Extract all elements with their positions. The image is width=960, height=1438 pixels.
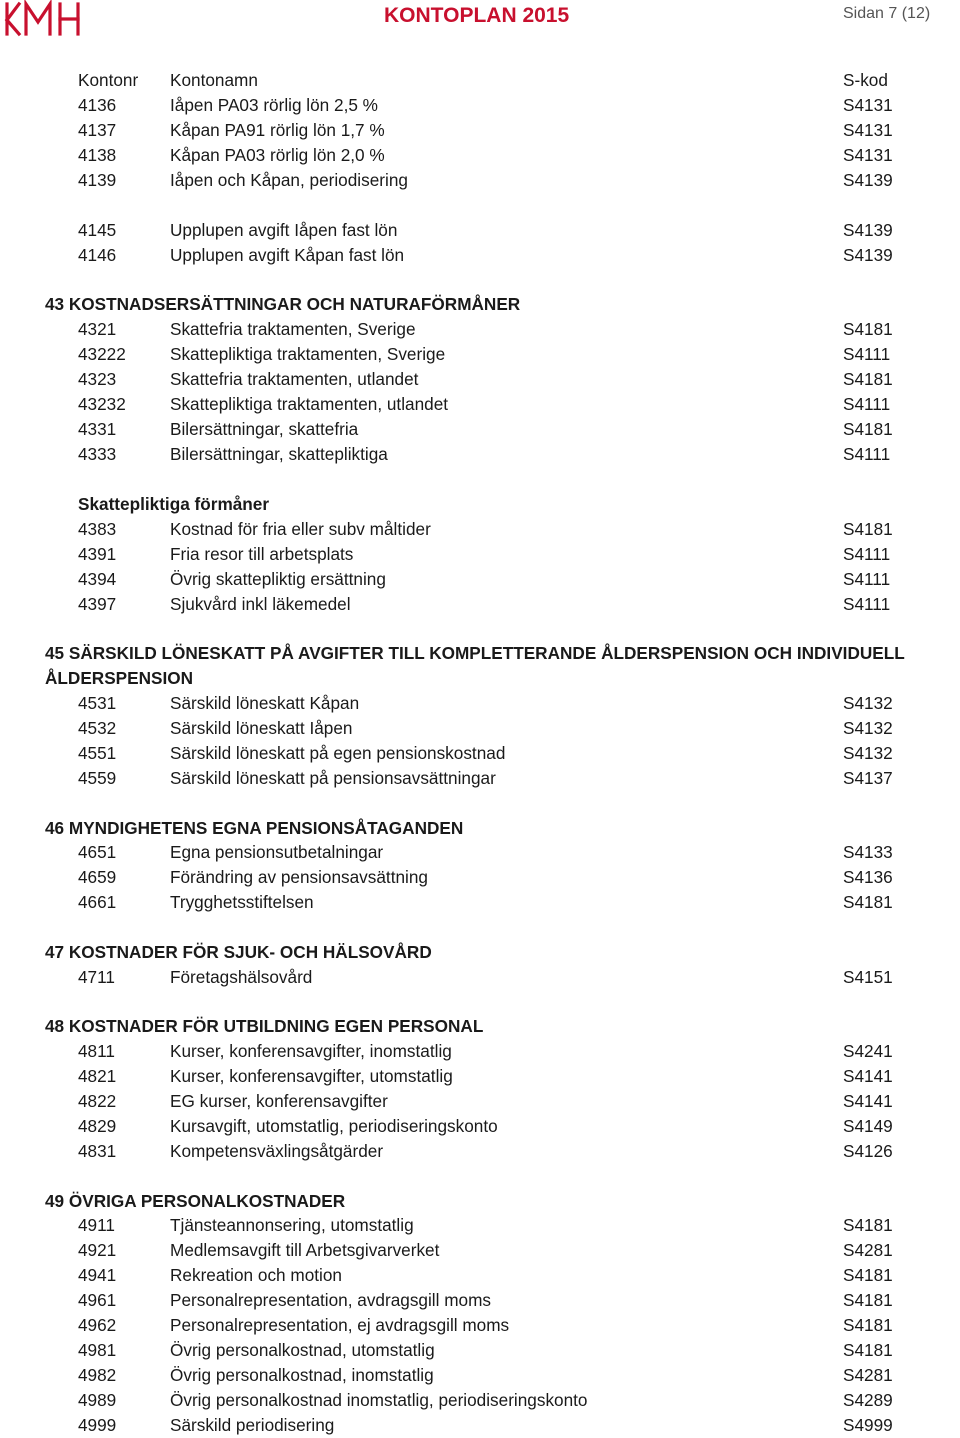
s-code: S4111 (843, 444, 891, 464)
account-name: Personalrepresentation, ej avdragsgill moms (170, 1315, 510, 1335)
table-row (0, 218, 960, 243)
s-code: S4181 (843, 519, 893, 539)
account-name: Övrig personalkostnad, inomstatlig (170, 1365, 434, 1385)
account-number: 43232 (78, 394, 126, 414)
account-number: 4531 (78, 693, 117, 713)
account-name: Kursavgift, utomstatlig, periodiseringskonto (170, 1116, 498, 1136)
s-code: S4181 (843, 892, 893, 912)
section-heading-47: 47 KOSTNADER FÖR SJUK- OCH HÄLSOVÅRD (45, 942, 432, 962)
account-number: 4962 (78, 1315, 117, 1335)
table-row (0, 517, 960, 542)
account-number: 4822 (78, 1091, 117, 1111)
account-name: Rekreation och motion (170, 1265, 342, 1285)
table-row (0, 691, 960, 716)
table-row (0, 118, 960, 143)
account-number: 4138 (78, 145, 117, 165)
account-name: Personalrepresentation, avdragsgill moms (170, 1290, 491, 1310)
account-name: Fria resor till arbetsplats (170, 544, 354, 564)
s-code: S4132 (843, 718, 893, 738)
table-row (0, 1139, 960, 1164)
section-heading-48: 48 KOSTNADER FÖR UTBILDNING EGEN PERSONAL (45, 1016, 484, 1036)
account-name: Skattefria traktamenten, utlandet (170, 369, 419, 389)
s-code: S4111 (843, 594, 891, 614)
account-name: Upplupen avgift Iåpen fast lön (170, 220, 398, 240)
table-row (0, 93, 960, 118)
table-row (0, 168, 960, 193)
s-code: S4126 (843, 1141, 893, 1161)
table-row (0, 1213, 960, 1238)
account-number: 4394 (78, 569, 117, 589)
account-name: Företagshälsovård (170, 967, 313, 987)
table-row (0, 143, 960, 168)
s-code: S4999 (843, 1415, 893, 1435)
page-number: Sidan 7 (12) (843, 5, 931, 22)
account-name: EG kurser, konferensavgifter (170, 1091, 388, 1111)
account-name: Iåpen och Kåpan, periodisering (170, 170, 408, 190)
s-code: S4139 (843, 170, 893, 190)
s-code: S4181 (843, 419, 893, 439)
account-number: 4989 (78, 1390, 117, 1410)
account-name: Särskild löneskatt Iåpen (170, 718, 353, 738)
account-name: Särskild löneskatt på pensionsavsättningar (170, 768, 496, 788)
account-number: 4145 (78, 220, 117, 240)
s-code: S4132 (843, 693, 893, 713)
account-number: 4661 (78, 892, 117, 912)
account-name: Skattepliktiga traktamenten, Sverige (170, 344, 446, 364)
section-heading-49: 49 ÖVRIGA PERSONALKOSTNADER (45, 1191, 346, 1211)
account-number: 4559 (78, 768, 117, 788)
account-number: 4982 (78, 1365, 117, 1385)
s-code: S4137 (843, 768, 893, 788)
account-number: 4137 (78, 120, 117, 140)
table-row (0, 542, 960, 567)
kmh-logo (2, 0, 94, 40)
account-name: Sjukvård inkl läkemedel (170, 594, 351, 614)
table-row (0, 1338, 960, 1363)
column-header-kontonr: Kontonr (78, 70, 139, 90)
column-header-kontonamn: Kontonamn (170, 70, 258, 90)
section-heading-43: 43 KOSTNADSERSÄTTNINGAR OCH NATURAFÖRMÅNER (45, 294, 521, 314)
s-code: S4151 (843, 967, 893, 987)
account-name: Iåpen PA03 rörlig lön 2,5 % (170, 95, 378, 115)
account-number: 4829 (78, 1116, 117, 1136)
account-name: Övrig personalkostnad, utomstatlig (170, 1340, 435, 1360)
s-code: S4139 (843, 220, 893, 240)
table-row (0, 392, 960, 417)
document-title: KONTOPLAN 2015 (384, 4, 570, 27)
table-row (0, 1363, 960, 1388)
account-name: Kåpan PA03 rörlig lön 2,0 % (170, 145, 385, 165)
account-number: 4821 (78, 1066, 117, 1086)
account-number: 4331 (78, 419, 117, 439)
account-number: 4711 (78, 967, 115, 987)
s-code: S4133 (843, 842, 893, 862)
s-code: S4181 (843, 1340, 893, 1360)
table-row (0, 342, 960, 367)
account-name: Tjänsteannonsering, utomstatlig (170, 1215, 414, 1235)
table-row (0, 1263, 960, 1288)
account-name: Bilersättningar, skattefria (170, 419, 359, 439)
section-heading-45: 45 SÄRSKILD LÖNESKATT PÅ AVGIFTER TILL KOMPLETTERANDE ÅLDERSPENSION OCH INDIVIDUELL ÅLDERSPENSION (45, 643, 905, 688)
s-code: S4111 (843, 394, 891, 414)
account-number: 4146 (78, 245, 117, 265)
account-number: 4911 (78, 1215, 115, 1235)
table-row (0, 1313, 960, 1338)
table-row (0, 1114, 960, 1139)
account-number: 4659 (78, 867, 117, 887)
table-row (0, 1288, 960, 1313)
s-code: S4132 (843, 743, 893, 763)
account-name: Kurser, konferensavgifter, inomstatlig (170, 1041, 452, 1061)
s-code: S4281 (843, 1365, 893, 1385)
account-name: Särskild löneskatt på egen pensionskostnad (170, 743, 506, 763)
table-row (0, 890, 960, 915)
subsection-heading: Skattepliktiga förmåner (78, 494, 270, 514)
account-number: 4981 (78, 1340, 117, 1360)
account-name: Särskild periodisering (170, 1415, 335, 1435)
table-row (0, 317, 960, 342)
table-row (0, 417, 960, 442)
s-code: S4289 (843, 1390, 893, 1410)
account-number: 4941 (78, 1265, 117, 1285)
account-name: Trygghetsstiftelsen (170, 892, 314, 912)
s-code: S4111 (843, 344, 891, 364)
account-number: 4139 (78, 170, 117, 190)
table-row (0, 716, 960, 741)
s-code: S4139 (843, 245, 893, 265)
account-number: 4551 (78, 743, 117, 763)
s-code: S4149 (843, 1116, 893, 1136)
account-number: 4383 (78, 519, 117, 539)
account-name: Övrig skattepliktig ersättning (170, 569, 386, 589)
account-name: Bilersättningar, skattepliktiga (170, 444, 388, 464)
s-code: S4136 (843, 867, 893, 887)
table-row (0, 442, 960, 467)
s-code: S4181 (843, 1265, 893, 1285)
table-row (0, 766, 960, 791)
section-heading-46: 46 MYNDIGHETENS EGNA PENSIONSÅTAGANDEN (45, 818, 464, 838)
table-row (0, 567, 960, 592)
account-number: 4391 (78, 544, 117, 564)
s-code: S4181 (843, 319, 893, 339)
account-number: 4999 (78, 1415, 117, 1435)
table-row (0, 243, 960, 268)
s-code: S4111 (843, 569, 891, 589)
table-row (0, 367, 960, 392)
account-number: 4323 (78, 369, 117, 389)
account-name: Särskild löneskatt Kåpan (170, 693, 360, 713)
s-code: S4131 (843, 145, 893, 165)
s-code: S4141 (843, 1091, 893, 1111)
table-row (0, 965, 960, 990)
column-header-skod: S-kod (843, 70, 888, 90)
account-name: Övrig personalkostnad inomstatlig, periodiseringskonto (170, 1390, 588, 1410)
account-name: Skattepliktiga traktamenten, utlandet (170, 394, 449, 414)
table-row (0, 1089, 960, 1114)
account-number: 4961 (78, 1290, 117, 1310)
s-code: S4181 (843, 1315, 893, 1335)
column-header-row (0, 68, 960, 93)
s-code: S4181 (843, 1215, 893, 1235)
account-name: Kostnad för fria eller subv måltider (170, 519, 431, 539)
s-code: S4141 (843, 1066, 893, 1086)
table-row (0, 592, 960, 617)
account-name: Egna pensionsutbetalningar (170, 842, 384, 862)
table-row (0, 1064, 960, 1089)
account-name: Kåpan PA91 rörlig lön 1,7 % (170, 120, 385, 140)
account-name: Kurser, konferensavgifter, utomstatlig (170, 1066, 453, 1086)
s-code: S4131 (843, 95, 893, 115)
account-number: 4831 (78, 1141, 117, 1161)
table-row (0, 1039, 960, 1064)
s-code: S4111 (843, 544, 891, 564)
table-row (0, 865, 960, 890)
account-number: 4136 (78, 95, 117, 115)
account-number: 4321 (78, 319, 117, 339)
table-row (0, 840, 960, 865)
account-number: 43222 (78, 344, 126, 364)
table-row (0, 1413, 960, 1438)
table-row (0, 1238, 960, 1263)
account-number: 4921 (78, 1240, 117, 1260)
account-number: 4397 (78, 594, 117, 614)
s-code: S4281 (843, 1240, 893, 1260)
account-number: 4811 (78, 1041, 115, 1061)
account-name: Skattefria traktamenten, Sverige (170, 319, 416, 339)
s-code: S4181 (843, 369, 893, 389)
s-code: S4181 (843, 1290, 893, 1310)
table-row (0, 1388, 960, 1413)
table-row (0, 741, 960, 766)
account-number: 4333 (78, 444, 117, 464)
account-name: Förändring av pensionsavsättning (170, 867, 428, 887)
s-code: S4131 (843, 120, 893, 140)
account-name: Kompetensväxlingsåtgärder (170, 1141, 384, 1161)
account-name: Medlemsavgift till Arbetsgivarverket (170, 1240, 440, 1260)
account-number: 4651 (78, 842, 117, 862)
s-code: S4241 (843, 1041, 893, 1061)
account-number: 4532 (78, 718, 117, 738)
account-name: Upplupen avgift Kåpan fast lön (170, 245, 405, 265)
